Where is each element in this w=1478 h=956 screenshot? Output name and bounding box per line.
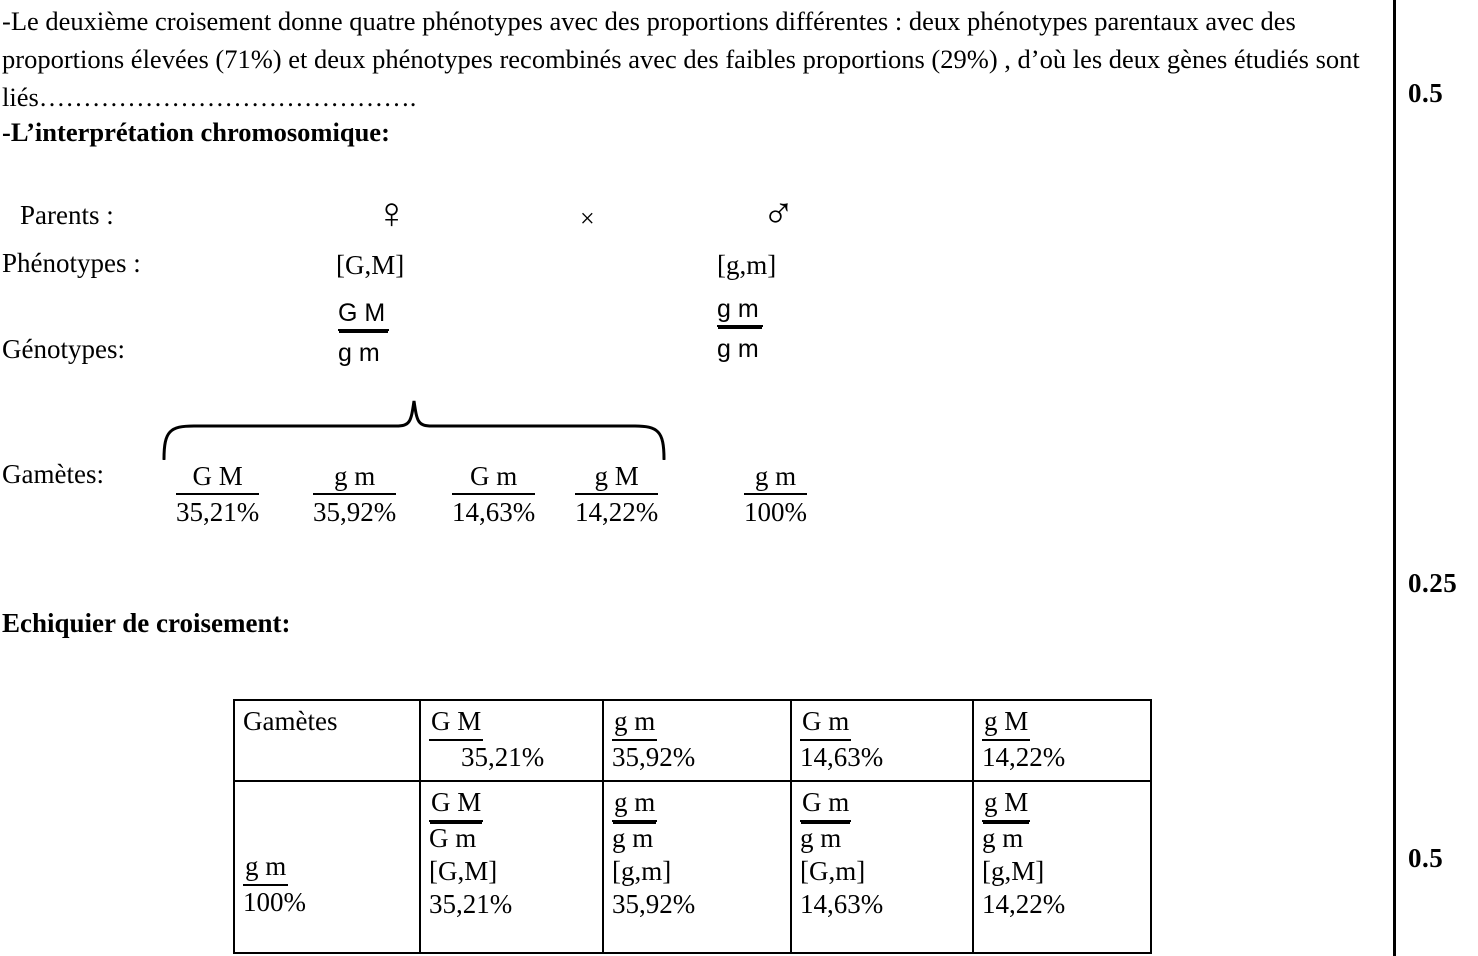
punnett-table	[233, 699, 1152, 954]
genotype-male-numerator: g m	[717, 294, 763, 327]
gamete-percent: 35,92%	[313, 497, 397, 527]
phenotype-female: [G,M]	[336, 250, 405, 280]
table-corner-cell	[234, 700, 420, 781]
score-mark-1: 0.5	[1408, 78, 1444, 108]
cell-genotype-denominator: g m	[982, 823, 1024, 853]
genotype-male-denominator: g m	[717, 335, 759, 363]
row-header-cell	[234, 781, 420, 953]
cell-genotype-numerator: G M	[429, 786, 483, 822]
cell-phenotype: [G,M]	[429, 856, 498, 886]
cell-phenotype: [g,m]	[612, 856, 672, 886]
label-phenotypes: Phénotypes :	[2, 248, 141, 278]
header-percent: 35,21%	[461, 742, 545, 772]
phenotype-male: [g,m]	[717, 250, 777, 280]
score-mark-3: 0.5	[1408, 843, 1444, 873]
cell-percent: 35,92%	[612, 889, 696, 919]
genotype-male	[717, 294, 763, 364]
header-percent: 14,63%	[800, 742, 884, 772]
table-row	[234, 781, 1151, 953]
female-symbol-icon: ♀	[375, 189, 408, 238]
corner-label: Gamètes	[243, 706, 338, 736]
cell-genotype-numerator: G m	[800, 786, 851, 822]
cell-phenotype: [G,m]	[800, 856, 866, 886]
table-header-cell	[791, 700, 973, 781]
gamete-item	[313, 460, 396, 528]
label-parents: Parents :	[20, 200, 114, 230]
row-header-allele: g m	[243, 850, 288, 886]
intro-text: -Le deuxième croisement donne quatre phénotypes avec des proportions différentes : deux phénotypes parentaux avec des proportions élevées (71%) et deux phénotypes recombinés avec des faibles proportions (29%) , d’où les deux gènes étudiés sont liés…………………………………….	[2, 6, 1360, 112]
gamete-allele: g M	[575, 460, 658, 495]
table-cell	[791, 781, 973, 953]
heading-interpretation: -L’interprétation chromosomique:	[2, 117, 390, 147]
gamete-grouping-brace-icon	[160, 398, 670, 465]
gamete-percent: 35,21%	[176, 497, 260, 527]
table-header-row	[234, 700, 1151, 781]
cell-genotype-denominator: G m	[429, 823, 477, 853]
gamete-item	[176, 460, 259, 528]
table-cell	[973, 781, 1151, 953]
gamete-allele: g m	[313, 460, 396, 495]
header-allele: G m	[800, 705, 851, 741]
genotype-female	[338, 298, 389, 368]
score-mark-2: 0.25	[1408, 568, 1458, 598]
table-header-cell	[973, 700, 1151, 781]
gamete-percent: 14,63%	[452, 497, 536, 527]
table-header-cell	[603, 700, 791, 781]
cell-percent: 14,63%	[800, 889, 884, 919]
gamete-item	[575, 460, 658, 528]
cell-genotype-numerator: g m	[612, 786, 657, 822]
header-allele: g M	[982, 705, 1030, 741]
row-header-percent: 100%	[243, 886, 306, 917]
cell-genotype-numerator: g M	[982, 786, 1030, 822]
genotype-female-denominator: g m	[338, 339, 380, 367]
table-cell	[420, 781, 603, 953]
header-allele: g m	[612, 705, 657, 741]
gamete-allele: G m	[452, 460, 535, 495]
gamete-percent: 100%	[744, 497, 807, 527]
label-genotypes: Génotypes:	[2, 334, 125, 364]
gamete-percent: 14,22%	[575, 497, 659, 527]
male-symbol-icon: ♂	[762, 189, 795, 238]
cell-genotype-denominator: g m	[800, 823, 842, 853]
table-header-cell	[420, 700, 603, 781]
gamete-allele: g m	[744, 460, 807, 495]
cross-multiply-icon: ×	[580, 204, 595, 233]
cell-percent: 35,21%	[429, 889, 513, 919]
gamete-item-male	[744, 460, 807, 528]
cell-genotype-denominator: g m	[612, 823, 654, 853]
header-percent: 14,22%	[982, 742, 1066, 772]
label-gametes: Gamètes:	[2, 459, 104, 489]
header-percent: 35,92%	[612, 742, 696, 772]
table-cell	[603, 781, 791, 953]
gamete-item	[452, 460, 535, 528]
header-allele: G M	[429, 705, 483, 741]
genotype-female-numerator: G M	[338, 298, 389, 331]
gamete-allele: G M	[176, 460, 259, 495]
margin-rule	[1393, 0, 1396, 956]
cell-phenotype: [g,M]	[982, 856, 1045, 886]
heading-echiquier: Echiquier de croisement:	[2, 608, 291, 638]
cell-percent: 14,22%	[982, 889, 1066, 919]
